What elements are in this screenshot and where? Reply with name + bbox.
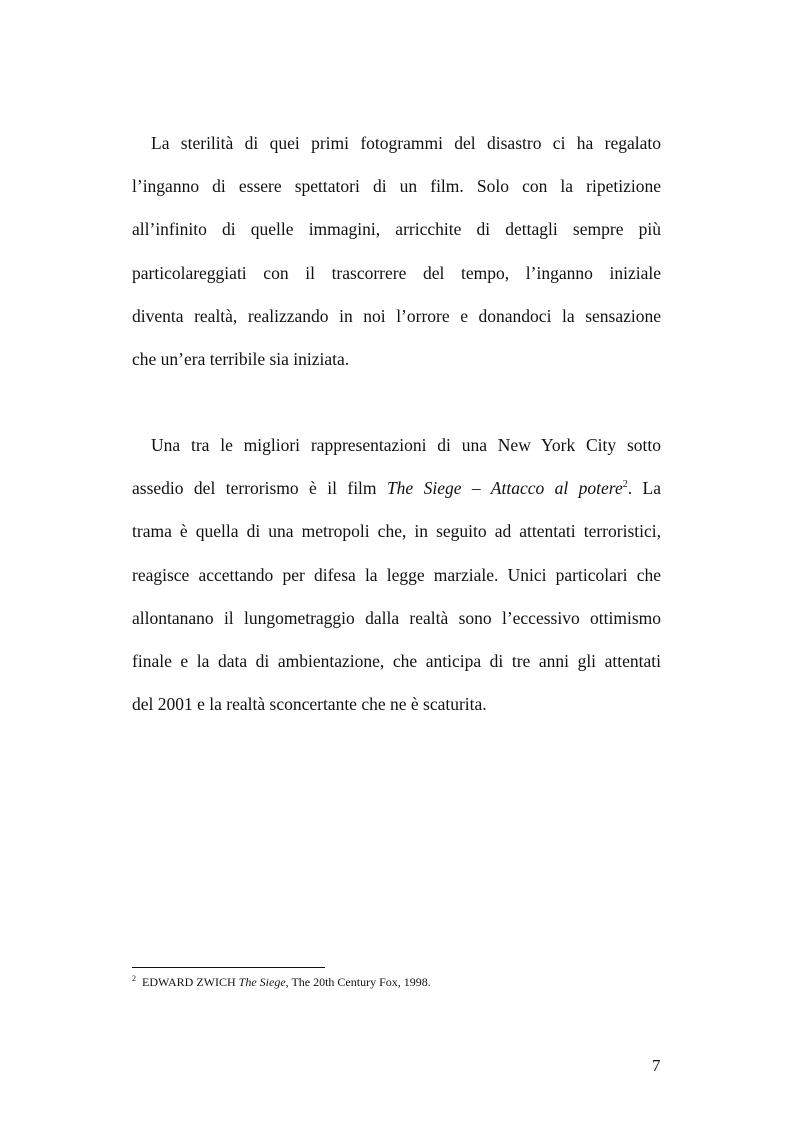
paragraph-2 [132, 424, 661, 726]
paragraph-1-line-2: l’inganno di essere spettatori di un film. Solo con la ripetizione [132, 176, 661, 197]
paragraph-2-line-5: allontanano il lungometraggio dalla realtà sono l’eccessivo ottimismo [132, 607, 661, 628]
film-title: The Siege – Attacco al potere [386, 478, 623, 499]
paragraph-1-line-4: particolareggiati con il trascorrere del tempo, l’inganno iniziale [132, 262, 661, 283]
footnote-title: The Siege [238, 975, 286, 989]
paragraph-1-line-5: diventa realtà, realizzando in noi l’orrore e donandoci la sensazione [132, 305, 661, 326]
paragraph-2-line-1: Una tra le migliori rappresentazioni di una New York City sotto [151, 435, 661, 455]
paragraph-2-line-3: trama è quella di una metropoli che, in seguito ad attentati terroristici, [132, 521, 661, 542]
paragraph-1 [132, 122, 661, 381]
paragraph-2-line-2-text: assedio del terrorismo è il film [132, 478, 387, 499]
paragraph-2-line-4: reagisce accettando per difesa la legge marziale. Unici particolari che [132, 564, 661, 585]
footnote-reference: 2 [622, 479, 628, 491]
footnote-divider [132, 967, 325, 968]
footnote-rest: , The 20th Century Fox, 1998. [285, 975, 431, 989]
paragraph-1-line-1: La sterilità di quei primi fotogrammi del disastro ci ha regalato [151, 133, 661, 153]
page-number: 7 [652, 1056, 661, 1075]
paragraph-2-line-7: del 2001 e la realtà sconcertante che ne è scaturita. [132, 694, 487, 715]
paragraph-2-line-2-end: . La [627, 478, 661, 499]
paragraph-2-line-2 [132, 467, 661, 510]
paragraph-2-line-6: finale e la data di ambientazione, che anticipa di tre anni gli attentati [132, 651, 661, 672]
footnote [132, 973, 431, 991]
footnote-author: EDWARD ZWICH [142, 975, 239, 989]
paragraph-1-line-6: che un’era terribile sia iniziata. [132, 349, 350, 370]
footnote-number: 2 [132, 974, 136, 983]
paragraph-1-line-3: all’infinito di quelle immagini, arricchite di dettagli sempre più [132, 219, 661, 240]
